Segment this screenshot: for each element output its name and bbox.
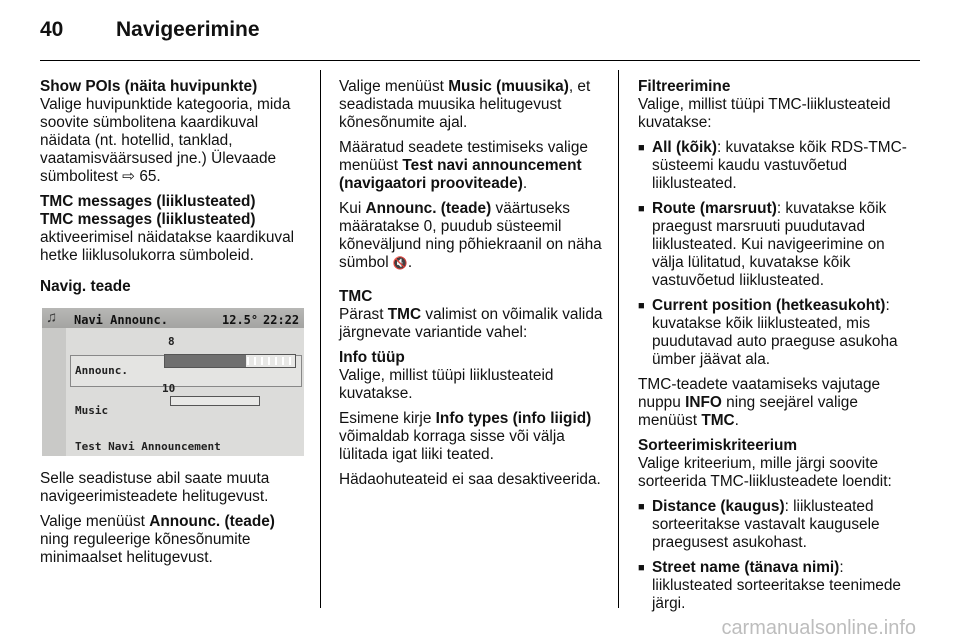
announc-slider-fill [165, 355, 246, 367]
filter-section [638, 78, 916, 132]
filter-item-all [638, 139, 916, 193]
screen-title: Navi Announc. [74, 313, 168, 327]
volume-instruction [40, 513, 308, 567]
test-post: . [522, 175, 528, 192]
page-title: Navigeerimine [116, 18, 260, 41]
column-divider [618, 70, 619, 608]
column-3 [638, 78, 916, 620]
sort-item-street-name [638, 559, 916, 613]
music-instruction [339, 78, 607, 132]
sort-section [638, 437, 916, 491]
filter-desc: : kuvatakse kõik RDS-TMC-süsteemi kaudu vastuvõetud liiklusteated. [652, 139, 907, 192]
header-rule [40, 60, 920, 61]
zero-pre: Kui [339, 200, 362, 217]
navi-announc-screen-image [42, 308, 304, 456]
watermark: carmanualsonline.info [721, 617, 916, 639]
poi-section [40, 78, 308, 186]
tmc-key: TMC [387, 306, 422, 323]
first-menu-item: Info types (info liigid) [435, 410, 592, 427]
volume-pre: Valige menüüst [40, 513, 145, 530]
tmc-show-instruction [638, 376, 916, 430]
filter-item-route [638, 200, 916, 290]
announc-value: 8 [168, 335, 175, 348]
volume-menu-item: Announc. (teade) [149, 513, 275, 530]
mute-icon: 🔇 [392, 256, 408, 270]
page-header [40, 18, 920, 58]
filter-term: Current position (hetkeasukoht) [652, 297, 886, 314]
filter-desc: : kuvatakse kõik liiklusteated, mis puudutavad auto praeguse asukoha ümber jäävat ala. [652, 297, 898, 368]
music-note-icon: ♫ [46, 309, 58, 326]
poi-text: Valige huvipunktide kategooria, mida soovite sümbolitena kaardikuval näidata (nt. hotellid, tanklad, vaatamisväärsused jne.) Ülevaade sümbolitest [40, 96, 291, 185]
zero-instruction [339, 200, 607, 272]
filter-item-current-position [638, 297, 916, 369]
column-1 [40, 78, 308, 574]
test-announcement-label[interactable]: Test Navi Announcement [75, 440, 221, 453]
music-value: 10 [162, 382, 176, 395]
first-post: võimaldab korraga sisse või välja lülitada igat liiki teated. [339, 428, 565, 463]
sort-term: Distance (kaugus) [652, 498, 785, 515]
filter-heading: Filtreerimine [638, 78, 731, 95]
music-menu-item: Music (muusika) [448, 78, 569, 95]
filter-term: Route (marsruut) [652, 200, 777, 217]
sort-heading: Sorteerimiskriteerium [638, 437, 798, 454]
zero-menu-item: Announc. (teade) [365, 200, 492, 217]
filter-term: All (kõik) [652, 139, 717, 156]
sort-term: Street name (tänava nimi) [652, 559, 840, 576]
tmc-key: TMC [701, 412, 735, 429]
music-volume-slider[interactable] [170, 396, 260, 406]
after-screen-text: Selle seadistuse abil saate muuta navigeerimisteadete helitugevust. [40, 470, 270, 505]
music-post: , et seadistada muusika helitugevust kõnesõnumite ajal. [339, 78, 591, 131]
tmc-section [40, 193, 308, 265]
sort-text: Valige kriteerium, mille järgi soovite sorteerida TMC-liiklusteadete loendit: [638, 455, 892, 490]
tmc-heading-2: TMC messages (liiklusteated) [40, 211, 256, 228]
sort-item-distance [638, 498, 916, 552]
screen-time: 22:22 [263, 313, 300, 327]
tmc-heading-1: TMC messages (liiklusteated) [40, 193, 256, 210]
first-entry-instruction [339, 410, 607, 464]
test-pre: Määratud seadete testimiseks valige menüüst [339, 139, 588, 174]
info-key: INFO [685, 394, 722, 411]
tmc-show-pre: TMC-teadete vaatamiseks vajutage nuppu [638, 376, 881, 411]
info-text: Valige, millist tüüpi liiklusteateid kuvatakse. [339, 367, 554, 402]
announc-volume-slider[interactable] [164, 354, 296, 368]
screen-title-bar [42, 308, 304, 328]
page-ref-arrow-icon: ⇨ [122, 168, 136, 185]
tmc-post: valimist on võimalik valida järgnevate variantide vahel: [339, 306, 603, 341]
tmc-section [339, 288, 607, 342]
tmc-text: aktiveerimisel näidatakse kaardikuval hetke liiklusolukorra sümboleid. [40, 229, 295, 264]
test-instruction [339, 139, 607, 193]
zero-post: väärtuseks määratakse 0, puudub süsteemil kõneväljund ning põhiekraanil on näha sümbol [339, 200, 602, 271]
info-section [339, 349, 607, 403]
poi-page-ref[interactable]: 65. [139, 168, 161, 185]
music-label: Music [75, 404, 109, 417]
screen-temperature: 12.5° [222, 313, 259, 327]
page-number: 40 [40, 18, 64, 41]
announc-label: Announc. [75, 364, 128, 377]
announc-slider-ticks [247, 357, 291, 365]
tmc-heading: TMC [339, 288, 373, 305]
volume-post: ning reguleerige kõnesõnumite minimaalset helitugevust. [40, 531, 251, 566]
poi-heading: Show POIs (näita huvipunkte) [40, 78, 258, 95]
filter-text: Valige, millist tüüpi TMC-liiklusteateid kuvatakse: [638, 96, 891, 131]
emergency-text: Hädaohuteateid ei saa desaktiveerida. [339, 471, 601, 488]
mute-post: . [407, 254, 413, 271]
column-2 [339, 78, 607, 496]
tmc-show-mid: ning seejärel valige menüüst [638, 394, 858, 429]
music-pre: Valige menüüst [339, 78, 444, 95]
filter-desc: : kuvatakse kõik praegust marsruuti puudutavad liiklusteated. Kui navigeerimine on välja lülitatud, kuvatakse kõik vastuvõetud liiklusteated. [652, 200, 887, 289]
info-heading: Info tüüp [339, 349, 405, 366]
first-pre: Esimene kirje [339, 410, 432, 427]
column-divider [320, 70, 321, 608]
navig-heading: Navig. teade [40, 278, 131, 295]
sort-desc: : liiklusteated sorteeritakse vastavalt kaugusele praegusest asukohast. [652, 498, 880, 551]
screen-left-strip [42, 328, 66, 456]
tmc-show-post: . [734, 412, 739, 429]
sort-desc: : liiklusteated sorteeritakse teenimede järgi. [652, 559, 901, 612]
test-menu-item: Test navi announcement (navigaatori prooviteade) [339, 157, 582, 192]
tmc-pre: Pärast [339, 306, 384, 323]
